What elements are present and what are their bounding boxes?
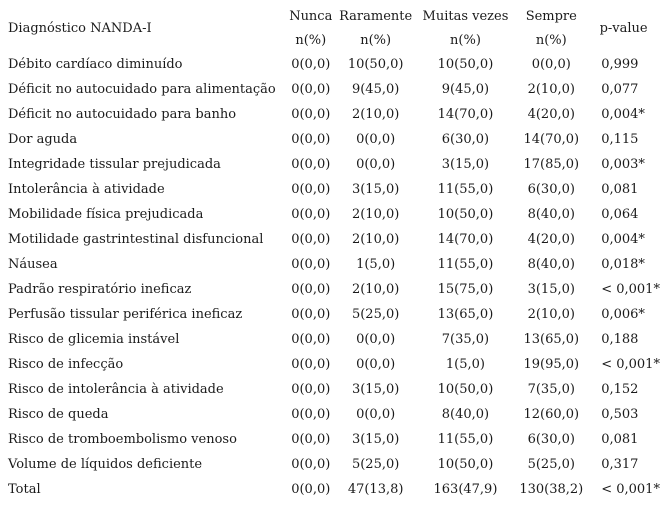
row-diagnosis: Total — [8, 482, 41, 497]
cell-always: 13(65,0) — [523, 332, 580, 347]
cell-always: 2(10,0) — [527, 307, 575, 322]
cell-pvalue: < 0,001* — [601, 482, 660, 497]
cell-rarely: 0(0,0) — [356, 407, 396, 422]
cell-pvalue: < 0,001* — [601, 357, 660, 372]
table-row — [0, 302, 660, 327]
nanda-frequency-table — [0, 4, 660, 502]
table-header — [0, 4, 660, 52]
subheader-rarely: n(%) — [360, 32, 392, 48]
header-pvalue: p-value — [599, 20, 648, 36]
cell-never: 0(0,0) — [291, 357, 331, 372]
cell-pvalue: 0,081 — [601, 432, 639, 447]
cell-often: 10(50,0) — [437, 57, 494, 72]
cell-pvalue: 0,018* — [601, 257, 645, 272]
cell-never: 0(0,0) — [291, 132, 331, 147]
cell-rarely: 2(10,0) — [351, 107, 400, 122]
cell-rarely: 2(10,0) — [351, 282, 400, 297]
cell-always: 4(20,0) — [527, 107, 575, 122]
table-row — [0, 352, 660, 377]
table-row — [0, 202, 660, 227]
cell-pvalue: 0,999 — [601, 57, 639, 72]
cell-often: 9(45,0) — [441, 82, 490, 97]
row-diagnosis: Risco de intolerância à atividade — [8, 382, 224, 397]
cell-often: 13(65,0) — [437, 307, 494, 322]
cell-never: 0(0,0) — [291, 332, 331, 347]
cell-pvalue: 0,317 — [601, 457, 639, 472]
row-diagnosis: Risco de queda — [8, 407, 109, 422]
cell-often: 11(55,0) — [437, 432, 494, 447]
cell-never: 0(0,0) — [291, 382, 331, 397]
cell-never: 0(0,0) — [291, 107, 331, 122]
cell-often: 10(50,0) — [437, 207, 494, 222]
subheader-never: n(%) — [295, 32, 327, 48]
cell-always: 130(38,2) — [519, 482, 584, 497]
header-rarely: Raramente — [339, 8, 413, 24]
cell-often: 11(55,0) — [437, 182, 494, 197]
cell-often: 6(30,0) — [441, 132, 490, 147]
cell-rarely: 2(10,0) — [351, 207, 400, 222]
cell-never: 0(0,0) — [291, 307, 331, 322]
cell-often: 1(5,0) — [445, 357, 485, 372]
cell-pvalue: < 0,001* — [601, 282, 660, 297]
header-always: Sempre — [525, 8, 577, 24]
cell-never: 0(0,0) — [291, 282, 331, 297]
cell-never: 0(0,0) — [291, 157, 331, 172]
cell-often: 11(55,0) — [437, 257, 494, 272]
cell-never: 0(0,0) — [291, 432, 331, 447]
cell-pvalue: 0,081 — [601, 182, 639, 197]
table-row — [0, 77, 660, 102]
cell-always: 12(60,0) — [523, 407, 580, 422]
cell-pvalue: 0,503 — [601, 407, 639, 422]
cell-pvalue: 0,188 — [601, 332, 639, 347]
table-row — [0, 402, 660, 427]
cell-rarely: 3(15,0) — [351, 432, 400, 447]
cell-pvalue: 0,004* — [601, 232, 645, 247]
cell-always: 2(10,0) — [527, 82, 575, 97]
cell-often: 10(50,0) — [437, 457, 494, 472]
cell-rarely: 0(0,0) — [356, 332, 396, 347]
cell-never: 0(0,0) — [291, 407, 331, 422]
cell-never: 0(0,0) — [291, 207, 331, 222]
cell-always: 5(25,0) — [527, 457, 575, 472]
cell-pvalue: 0,004* — [601, 107, 645, 122]
row-diagnosis: Intolerância à atividade — [8, 182, 165, 197]
cell-never: 0(0,0) — [291, 182, 331, 197]
row-diagnosis: Perfusão tissular periférica ineficaz — [8, 307, 243, 322]
cell-rarely: 0(0,0) — [356, 357, 396, 372]
cell-rarely: 9(45,0) — [351, 82, 400, 97]
cell-rarely: 5(25,0) — [351, 307, 400, 322]
row-diagnosis: Risco de infecção — [8, 357, 124, 372]
cell-always: 8(40,0) — [527, 207, 575, 222]
row-diagnosis: Padrão respiratório ineficaz — [8, 282, 192, 297]
cell-always: 17(85,0) — [523, 157, 580, 172]
cell-always: 19(95,0) — [523, 357, 580, 372]
cell-never: 0(0,0) — [291, 82, 331, 97]
table-row — [0, 227, 660, 252]
table-row — [0, 477, 660, 502]
row-diagnosis: Déficit no autocuidado para banho — [8, 107, 237, 122]
cell-never: 0(0,0) — [291, 232, 331, 247]
row-diagnosis: Dor aguda — [8, 132, 78, 147]
cell-often: 14(70,0) — [437, 232, 494, 247]
cell-often: 8(40,0) — [441, 407, 490, 422]
cell-often: 3(15,0) — [441, 157, 490, 172]
cell-rarely: 2(10,0) — [351, 232, 400, 247]
cell-rarely: 0(0,0) — [356, 132, 396, 147]
table-row — [0, 102, 660, 127]
cell-always: 14(70,0) — [523, 132, 580, 147]
header-diagnosis: Diagnóstico NANDA-I — [8, 20, 152, 36]
cell-always: 4(20,0) — [527, 232, 575, 247]
cell-never: 0(0,0) — [291, 57, 331, 72]
cell-often: 7(35,0) — [441, 332, 490, 347]
cell-often: 163(47,9) — [433, 482, 498, 497]
row-diagnosis: Integridade tissular prejudicada — [8, 157, 221, 172]
table-row — [0, 427, 660, 452]
cell-pvalue: 0,077 — [601, 82, 639, 97]
table-row — [0, 177, 660, 202]
table-row — [0, 277, 660, 302]
row-diagnosis: Volume de líquidos deficiente — [8, 457, 203, 472]
cell-often: 10(50,0) — [437, 382, 494, 397]
cell-rarely: 3(15,0) — [351, 382, 400, 397]
cell-always: 6(30,0) — [527, 182, 575, 197]
cell-pvalue: 0,006* — [601, 307, 645, 322]
cell-pvalue: 0,003* — [601, 157, 645, 172]
row-diagnosis: Déficit no autocuidado para alimentação — [8, 82, 276, 97]
subheader-often: n(%) — [450, 32, 481, 48]
cell-rarely: 5(25,0) — [351, 457, 400, 472]
cell-never: 0(0,0) — [291, 457, 331, 472]
cell-pvalue: 0,064 — [601, 207, 639, 222]
cell-pvalue: 0,152 — [601, 382, 639, 397]
cell-rarely: 1(5,0) — [356, 257, 396, 272]
cell-always: 7(35,0) — [527, 382, 575, 397]
row-diagnosis: Mobilidade física prejudicada — [8, 207, 204, 222]
cell-always: 6(30,0) — [527, 432, 575, 447]
row-diagnosis: Débito cardíaco diminuído — [8, 57, 183, 72]
row-diagnosis: Risco de glicemia instável — [8, 332, 180, 347]
cell-never: 0(0,0) — [291, 257, 331, 272]
table-row — [0, 127, 660, 152]
subheader-always: n(%) — [535, 32, 567, 48]
table-row — [0, 452, 660, 477]
row-diagnosis: Motilidade gastrintestinal disfuncional — [8, 232, 264, 247]
cell-always: 8(40,0) — [527, 257, 575, 272]
table-row — [0, 152, 660, 177]
row-diagnosis: Náusea — [8, 257, 58, 272]
cell-always: 0(0,0) — [531, 57, 571, 72]
table-row — [0, 52, 660, 77]
cell-often: 14(70,0) — [437, 107, 494, 122]
table-row — [0, 252, 660, 277]
cell-never: 0(0,0) — [291, 482, 331, 497]
table-row — [0, 327, 660, 352]
cell-always: 3(15,0) — [527, 282, 575, 297]
cell-rarely: 0(0,0) — [356, 157, 396, 172]
cell-rarely: 3(15,0) — [351, 182, 400, 197]
table-row — [0, 377, 660, 402]
cell-rarely: 47(13,8) — [347, 482, 404, 497]
header-never: Nunca — [289, 8, 333, 24]
cell-pvalue: 0,115 — [601, 132, 639, 147]
header-often: Muitas vezes — [422, 8, 509, 24]
table-body — [0, 52, 660, 502]
cell-often: 15(75,0) — [437, 282, 494, 297]
row-diagnosis: Risco de tromboembolismo venoso — [8, 432, 237, 447]
cell-rarely: 10(50,0) — [347, 57, 404, 72]
